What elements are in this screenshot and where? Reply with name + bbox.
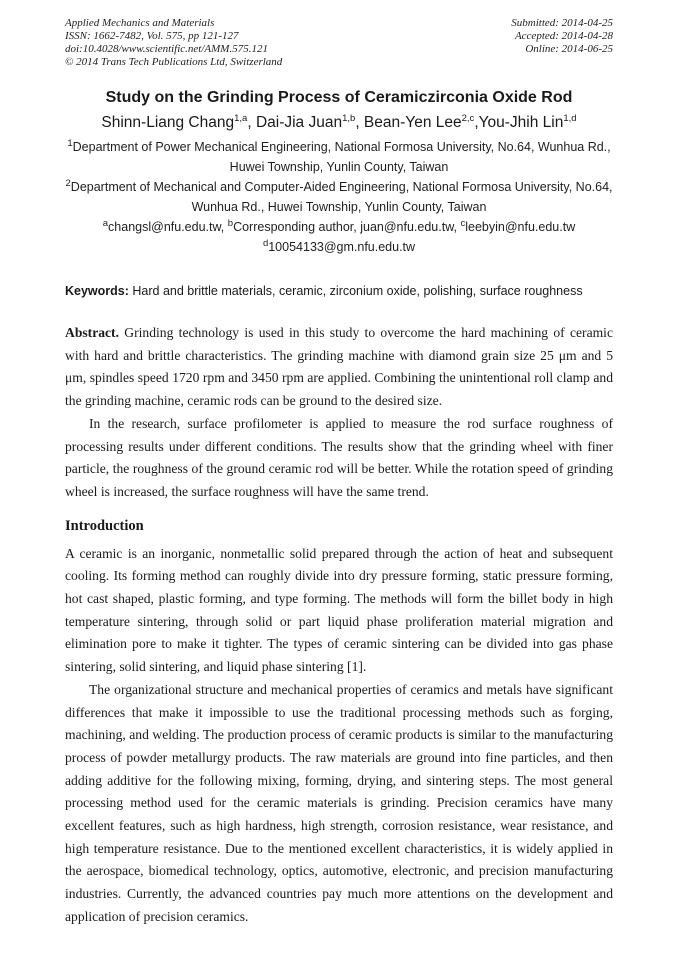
affiliations-block (65, 137, 613, 217)
journal-copyright: © 2014 Trans Tech Publications Ltd, Switzerland (65, 56, 283, 68)
email-text: leebyin@nfu.edu.tw (465, 220, 576, 234)
email-text: Corresponding author, juan@nfu.edu.tw, (233, 220, 461, 234)
accepted-date: Accepted: 2014-04-28 (514, 30, 613, 42)
affiliation-text: Wunhua Rd., Huwei Township, Yunlin County, Taiwan (191, 200, 487, 214)
email-superscript: a (102, 217, 109, 229)
affiliation-text: Department of Mechanical and Computer-Aided Engineering, National Formosa University, No.64, (70, 180, 613, 194)
abstract-paragraph (65, 322, 613, 413)
author-superscript: 1,a (234, 112, 248, 124)
journal-issn-volume: ISSN: 1662-7482, Vol. 575, pp 121-127 (65, 30, 239, 42)
email-line (65, 237, 613, 257)
email-text: changsl@nfu.edu.tw, (108, 220, 228, 234)
affiliation-superscript: 2 (65, 177, 71, 189)
email-superscript: c (460, 217, 466, 229)
author-name: Shinn-Liang Chang (101, 114, 235, 131)
author-name: ,You-Jhih Lin (474, 114, 564, 131)
affiliation-line (65, 137, 613, 157)
journal-name: Applied Mechanics and Materials (65, 17, 215, 29)
journal-doi: doi:10.4028/www.scientific.net/AMM.575.121 (65, 43, 268, 55)
author-name: , Dai-Jia Juan (247, 114, 343, 131)
journal-info (65, 17, 282, 69)
affiliation-text: Huwei Township, Yunlin County, Taiwan (229, 160, 449, 174)
author-superscript: 2,c (461, 112, 475, 124)
abstract-paragraph: In the research, surface profilometer is applied to measure the rod surface roughness of processing results under different conditions. The results show that the grinding wheel with finer particle, the roughness of the ground ceramic rod will be better. While the rotation speed of grinding wheel is increased, the surface roughness will have the same trend. (65, 415, 613, 499)
author-superscript: 1,d (563, 112, 577, 124)
online-date: Online: 2014-06-25 (525, 43, 613, 55)
author-name: , Bean-Yen Lee (355, 114, 462, 131)
emails-block (65, 217, 613, 257)
abstract-section (65, 322, 613, 504)
introduction-paragraph: The organizational structure and mechanical properties of ceramics and metals have significant differences that make it impossible to use the traditional processing methods such as forging, machining, and welding. The production process of ceramic products is similar to the manufacturing process of powder metallurgy products. The raw materials are ground into fine particles, and then adding additive for the following mixing, forming, drying, and sintering steps. The most general processing method used for the ceramic materials is grinding. Precision ceramics have many excellent features, such as high hardness, high strength, corrosion resistance, wear resistance, and high temperature resistance. Due to the mentioned excellent characteristics, it is widely applied in the aerospace, biomedical technology, optics, automotive, electronic, and precision manufacturing industries. Currently, the advanced countries pay much more attentions on the development and application of precision ceramics. (65, 681, 613, 924)
page-header (65, 17, 613, 69)
author-line (65, 112, 613, 134)
submitted-date: Submitted: 2014-04-25 (511, 17, 613, 29)
abstract-text: Grinding technology is used in this study to overcome the hard machining of ceramic with hard and brittle characteristics. The grinding machine with diamond grain size 25 μm and 5 μm, spindles speed 1720 rpm and 3450 rpm are applied. Combining the unintentional roll clamp and the grinding machine, ceramic rods can be ground to the desired size. (65, 325, 613, 409)
email-superscript: b (227, 217, 234, 229)
affiliation-line (65, 197, 613, 217)
paper-title: Study on the Grinding Process of Ceramiczirconia Oxide Rod (105, 89, 573, 106)
section-heading-introduction: Introduction (65, 517, 144, 534)
email-superscript: d (262, 237, 269, 249)
affiliation-line (65, 177, 613, 197)
keywords-line (65, 283, 613, 300)
submission-dates (511, 17, 613, 56)
email-text: 10054133@gm.nfu.edu.tw (268, 240, 416, 254)
email-line (65, 217, 613, 237)
author-superscript: 1,b (342, 112, 356, 124)
keywords-text: Hard and brittle materials, ceramic, zirconium oxide, polishing, surface roughness (128, 284, 583, 298)
keywords-label: Keywords: (65, 284, 129, 298)
introduction-section (65, 543, 613, 929)
introduction-paragraph: A ceramic is an inorganic, nonmetallic solid prepared through the action of heat and subsequent cooling. Its forming method can roughly divide into dry pressure forming, static pressure forming, hot cast shaped, plastic forming, and type forming. The methods will form the billet body in high temperature sintering, through solid or part liquid phase proliferation material migration and elimination pore to make it tighter. The types of ceramic sintering can be divided into gas phase sintering, solid sintering, and liquid phase sintering [1]. (65, 545, 613, 675)
abstract-label: Abstract. (65, 325, 119, 340)
affiliation-line (65, 157, 613, 177)
affiliation-text: Department of Power Mechanical Engineering, National Formosa University, No.64, Wunhua Rd., (72, 140, 611, 154)
affiliation-superscript: 1 (67, 137, 73, 149)
